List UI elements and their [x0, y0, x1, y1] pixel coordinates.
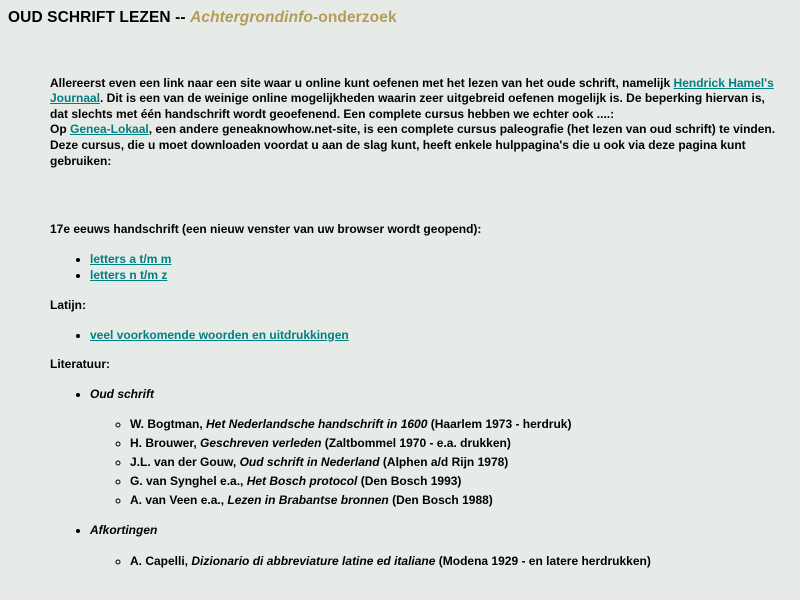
literature-group-title-afkortingen: • Afkortingen [90, 523, 780, 539]
link-genea-lokaal[interactable]: Genea-Lokaal [70, 122, 149, 137]
link-letters-a-tm-m[interactable]: letters a t/m m [90, 251, 172, 266]
intro-p2-text-after: , een andere geneaknowhow.net-site, is een complete cursus paleografie (het lezen van oud schrift) te vinden. Deze cursus, die u moet downloaden voordat u aan de slag kunt, heeft enkele hulppagina's die u ook via deze pagina kunt gebruiken: [50, 122, 776, 168]
page-title-accent-italic: Achtergrondinfo [190, 9, 313, 26]
entry-author: H. Brouwer, [130, 436, 201, 451]
entry-author: A. van Veen e.a., [130, 493, 228, 508]
list-item [130, 454, 780, 471]
list-item [130, 435, 780, 452]
intro-paragraph-2 [50, 122, 780, 169]
page-title-accent-plain: -onderzoek [312, 9, 397, 26]
entry-work-title: Lezen in Brabantse bronnen [227, 493, 389, 508]
entry-work-title: Het Nederlandsche handschrift in 1600 [206, 417, 428, 432]
literature-group-title-oud-schrift: • Oud schrift [90, 387, 780, 403]
entry-publication: (Zaltbommel 1970 - e.a. drukken) [321, 436, 511, 451]
link-veel-voorkomende-woorden[interactable]: veel voorkomende woorden en uitdrukkingen [90, 327, 349, 342]
intro-p1-text-before: Allereerst even een link naar een site waar u online kunt oefenen met het lezen van het oude schrift, namelijk [50, 75, 674, 90]
link-letters-n-tm-z[interactable]: letters n t/m z [90, 268, 168, 283]
entry-publication: (Alphen a/d Rijn 1978) [379, 455, 509, 470]
list-item [90, 252, 780, 268]
list-latin-links [50, 328, 780, 344]
entry-work-title: Dizionario di abbreviature latine ed italiane [191, 553, 436, 568]
list-item [130, 553, 780, 570]
heading-literatuur: Literatuur: [50, 357, 110, 372]
entry-work-title: Oud schrift in Nederland [239, 455, 380, 470]
section-spacer [50, 169, 780, 222]
entry-author: A. Capelli, [130, 553, 192, 568]
intro-paragraph-1 [50, 76, 780, 123]
list-item [130, 416, 780, 433]
list-item [90, 268, 780, 284]
list-handwriting-links [50, 252, 780, 284]
list-literature-groups [50, 387, 780, 570]
page-title-separator: -- [170, 9, 191, 26]
intro-p2-text-before: Op [50, 122, 70, 137]
content-area [0, 28, 800, 570]
page-title [0, 0, 800, 28]
entry-publication: (Haarlem 1973 - herdruk) [427, 417, 572, 432]
entry-work-title: Geschreven verleden [200, 436, 322, 451]
list-literature-entries-oud-schrift [90, 416, 780, 509]
entry-publication: (Den Bosch 1993) [357, 474, 462, 489]
page-title-main: OUD SCHRIFT LEZEN [8, 9, 171, 26]
link-hendrick-hamel-journaal[interactable]: Hendrick Hamel's Journaal [50, 75, 774, 106]
list-item [130, 473, 780, 490]
entry-work-title: Het Bosch protocol [246, 474, 358, 489]
entry-author: W. Bogtman, [130, 417, 206, 432]
entry-publication: (Den Bosch 1988) [388, 493, 493, 508]
heading-17e-eeuws-handschrift: 17e eeuws handschrift (een nieuw venster van uw browser wordt geopend): [50, 222, 482, 237]
list-literature-entries-afkortingen [90, 553, 780, 570]
top-spacer [50, 28, 780, 76]
heading-latijn: Latijn: [50, 297, 86, 312]
list-item [130, 492, 780, 509]
intro-p1-text-after: . Dit is een van de weinige online mogelijkheden waarin zeer uitgebreid oefenen mogelijk is. De beperking hiervan is, dat slechts met één handschrift wordt geoefenend. Een complete cursus hebben we echter ook ....: [50, 91, 765, 121]
entry-author: J.L. van der Gouw, [130, 455, 240, 470]
entry-publication: (Modena 1929 - en latere herdrukken) [435, 553, 651, 568]
list-item [90, 328, 780, 344]
entry-author: G. van Synghel e.a., [130, 474, 247, 489]
